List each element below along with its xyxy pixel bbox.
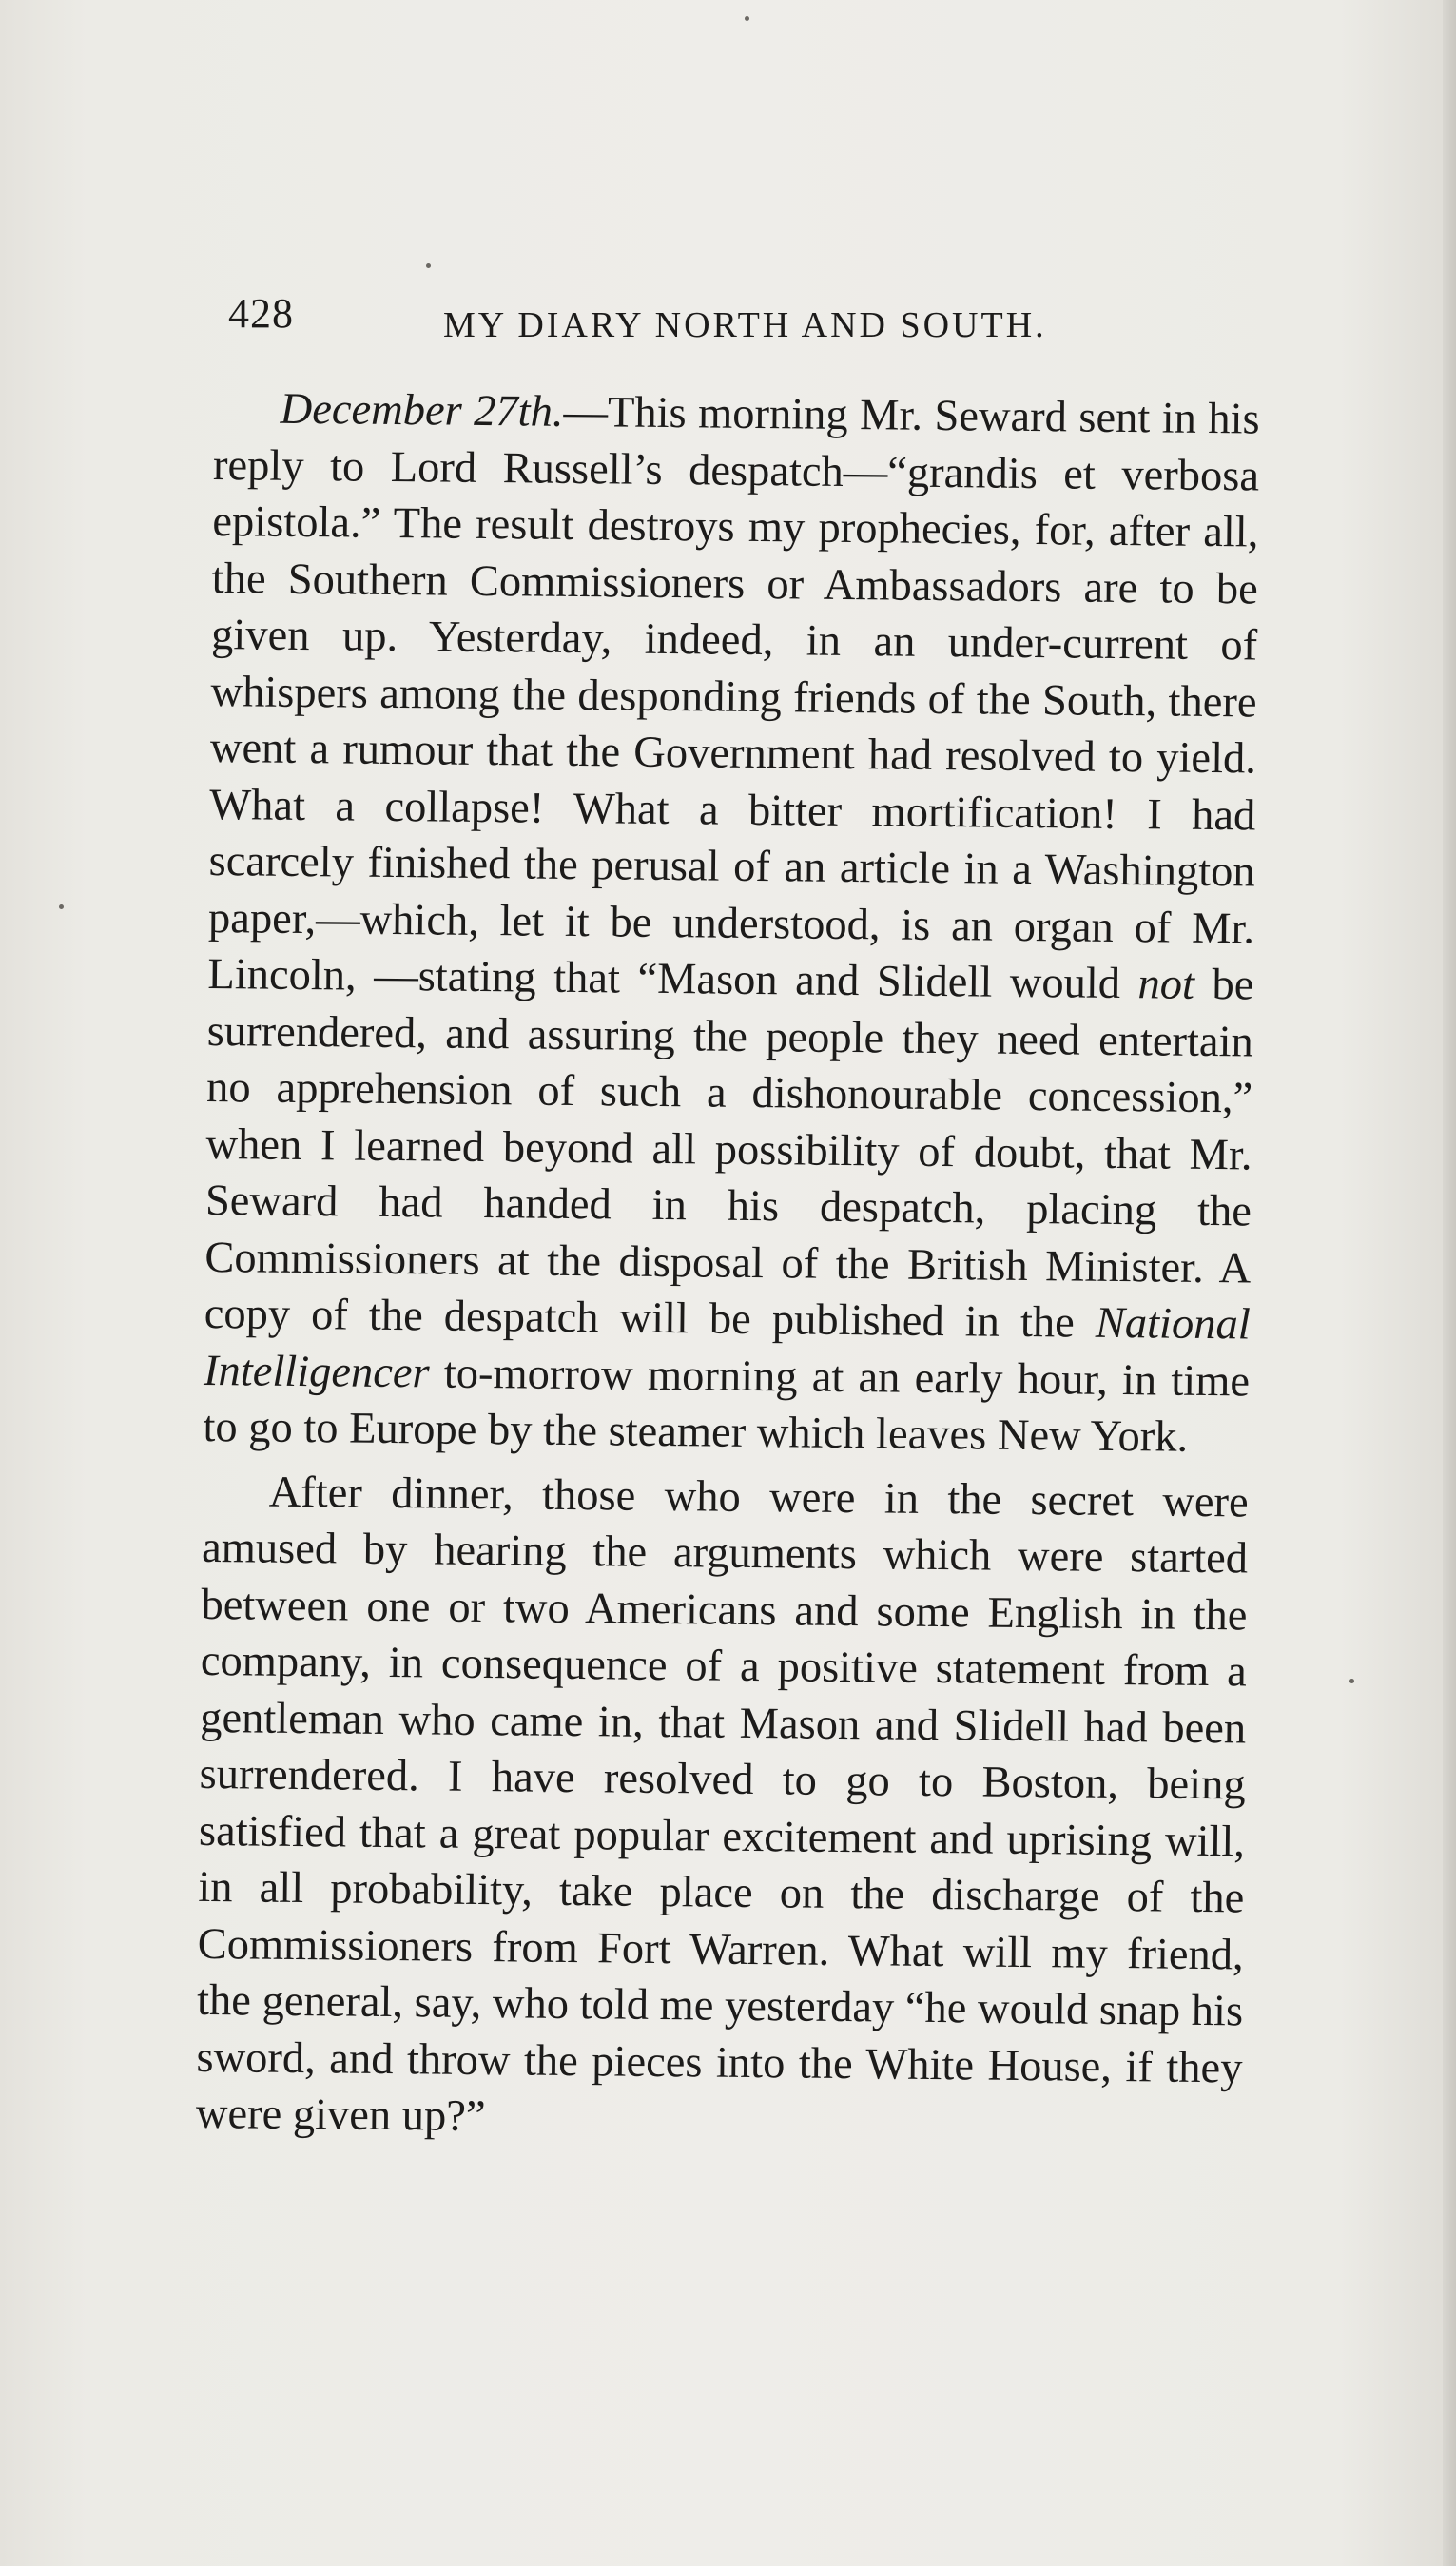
newspaper-title: National Intelligencer xyxy=(203,1298,1251,1397)
paragraph-after-dinner: After dinner, those who were in the secret were amused by hearing the arguments which were started between one or two Americans and some English in the company, in consequence of a positive statement from a gentleman who came in, that Mason and Slidell had been surrendered. I have resolved to go to Boston, being satisfied that a great popular excitement and uprising will, in all probability, take place on the discharge of the Commissioners from Fort Warren. What will my friend, the general, say, who told me yesterday “he would snap his sword, and throw the pieces into the White House, if they were given up?” xyxy=(195,1468,1249,2142)
running-head: MY DIARY NORTH AND SOUTH. xyxy=(443,305,1047,345)
ink-speck xyxy=(1349,1679,1354,1683)
body-text xyxy=(196,380,1260,2153)
paragraph-diary-entry xyxy=(203,380,1260,1467)
page-number: 428 xyxy=(228,290,294,337)
entry-date: December 27th. xyxy=(280,384,564,437)
page-header xyxy=(228,285,1303,361)
emphasis-not: not xyxy=(1137,960,1195,1009)
entry-text-part3: to-morrow morning at an early hour, in time to go to Europe by the steamer which leaves New York. xyxy=(203,1348,1251,1462)
ink-speck xyxy=(745,16,749,21)
ink-speck xyxy=(59,904,64,909)
entry-text-part1: —This morning Mr. Seward sent in his reply to Lord Russell’s despatch—“grandis et verbosa epistola.” The result destroys my prophecies, for, after all, the Southern Commissioners or Ambassadors are to be given up. Yesterday, indeed, in an under-current of whispers among the desponding friends of the South, there went a rumour that the Government had resolved to yield. What a collapse! What a bitter mortification! I had scarcely finished the perusal of an article in a Washington paper,—which, let it be understood, is an organ of Mr. Lincoln, —stating that “Mason and Slidell would xyxy=(207,387,1260,1009)
page-edge-shadow xyxy=(1443,0,1456,2566)
ink-speck xyxy=(426,263,431,268)
entry-text-part2: be surrendered, and assuring the people they need entertain no apprehension of such a dishonourable concession,” when I learned beyond all possibility of doubt, that Mr. Seward had handed in his despatch, placing the Commissioners at the disposal of the British Minister. A copy of the despatch will be published in the xyxy=(204,960,1254,1348)
